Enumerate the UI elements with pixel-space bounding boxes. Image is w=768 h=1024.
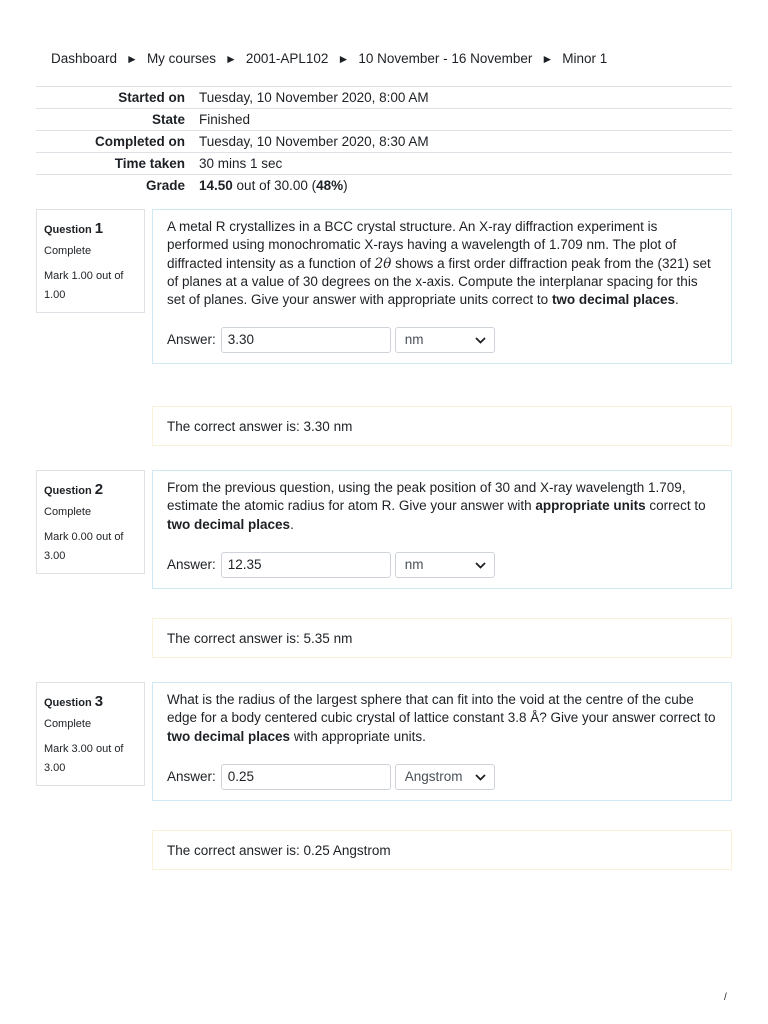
answer-label: Answer: bbox=[167, 768, 216, 784]
question-mark: Mark 0.00 out of 3.00 bbox=[44, 531, 124, 563]
answer-row bbox=[167, 327, 717, 353]
summary-row-state bbox=[36, 109, 732, 131]
breadcrumb-my-courses[interactable]: My courses bbox=[146, 51, 216, 66]
answer-input[interactable]: 0.25 bbox=[221, 764, 391, 790]
question-mark: Mark 1.00 out of 1.00 bbox=[44, 270, 124, 302]
unit-select-value: Angstrom bbox=[404, 768, 463, 784]
answer-input[interactable]: 12.35 bbox=[221, 552, 391, 578]
summary-row-time bbox=[36, 153, 732, 175]
triangle-right-icon: ► bbox=[126, 52, 138, 66]
breadcrumb-course[interactable]: 2001-APL102 bbox=[245, 51, 329, 66]
triangle-right-icon: ► bbox=[224, 52, 237, 66]
grade-close: ) bbox=[343, 178, 348, 193]
question-text: From the previous question, using the peak position of 30 and X-ray wavelength 1.709, estimate the atomic radius for atom R. Give your answer with appropriate units correct to two decimal places. bbox=[167, 480, 706, 532]
chevron-down-icon bbox=[475, 768, 486, 786]
answer-input[interactable]: 3.30 bbox=[221, 327, 391, 353]
question-status: Complete bbox=[44, 244, 92, 257]
time-taken-label: Time taken bbox=[114, 156, 185, 171]
state-value: Finished bbox=[199, 112, 251, 127]
question-2-feedback bbox=[152, 618, 732, 658]
question-1-info bbox=[36, 209, 145, 313]
page-footer-marker: / bbox=[724, 992, 727, 1003]
answer-row bbox=[167, 552, 717, 578]
question-3-feedback bbox=[152, 830, 732, 870]
summary-row-started bbox=[36, 87, 732, 109]
question-text: What is the radius of the largest sphere that can fit into the void at the centre of the cube edge for a body centered cubic crystal of lattice constant 3.8 Å? Give your answer correct to two decimal places with appropriate units. bbox=[167, 692, 716, 744]
state-label: State bbox=[151, 112, 185, 127]
unit-select[interactable] bbox=[395, 327, 495, 353]
question-2-content bbox=[152, 470, 732, 589]
question-3-content bbox=[152, 682, 732, 801]
unit-select[interactable] bbox=[395, 552, 495, 578]
grade-label: Grade bbox=[145, 178, 185, 193]
question-2-info bbox=[36, 470, 145, 574]
summary-row-grade bbox=[36, 175, 732, 197]
answer-label: Answer: bbox=[167, 556, 216, 572]
question-number: Question 1 bbox=[44, 220, 104, 237]
attempt-summary-table bbox=[36, 86, 732, 196]
question-status: Complete bbox=[44, 505, 92, 518]
started-on-value: Tuesday, 10 November 2020, 8:00 AM bbox=[199, 90, 429, 105]
started-on-label: Started on bbox=[118, 90, 185, 105]
answer-label: Answer: bbox=[167, 332, 216, 348]
question-mark: Mark 3.00 out of 3.00 bbox=[44, 743, 124, 775]
breadcrumb-quiz[interactable]: Minor 1 bbox=[562, 51, 608, 66]
question-3-info bbox=[36, 682, 145, 786]
question-1-feedback bbox=[152, 406, 732, 446]
breadcrumb-week[interactable]: 10 November - 16 November bbox=[358, 51, 533, 66]
question-number: Question 2 bbox=[44, 481, 104, 498]
unit-select-value: nm bbox=[404, 332, 424, 348]
completed-on-label: Completed on bbox=[95, 134, 185, 149]
grade-value bbox=[199, 175, 732, 197]
question-status: Complete bbox=[44, 717, 92, 730]
answer-row bbox=[167, 764, 717, 790]
breadcrumb bbox=[51, 51, 607, 66]
completed-on-value: Tuesday, 10 November 2020, 8:30 AM bbox=[199, 134, 429, 149]
chevron-down-icon bbox=[475, 556, 486, 574]
summary-row-completed bbox=[36, 131, 732, 153]
grade-score: 14.50 bbox=[199, 178, 233, 193]
time-taken-value: 30 mins 1 sec bbox=[199, 156, 283, 171]
chevron-down-icon bbox=[475, 331, 486, 349]
math-expression: 2θ bbox=[374, 255, 392, 272]
correct-answer-text: The correct answer is: 5.35 nm bbox=[167, 630, 353, 646]
grade-out-of: out of 30.00 ( bbox=[232, 178, 317, 193]
correct-answer-text: The correct answer is: 0.25 Angstrom bbox=[167, 842, 391, 858]
question-text: A metal R crystallizes in a BCC crystal structure. An X-ray diffraction experiment is performed using monochromatic X-rays having a wavelength of 1.709 nm. The plot of diffracted intensity as a function of 2θ shows a first order diffraction peak from the (321) set of planes at a value of 30 degrees on the x-axis. Compute the interplanar spacing for this set of planes. Give your answer with appropriate units correct to two decimal places. bbox=[167, 219, 711, 308]
unit-select-value: nm bbox=[404, 556, 424, 572]
triangle-right-icon: ► bbox=[337, 52, 350, 66]
correct-answer-text: The correct answer is: 3.30 nm bbox=[167, 418, 353, 434]
unit-select[interactable] bbox=[395, 764, 495, 790]
breadcrumb-dashboard[interactable]: Dashboard bbox=[51, 51, 118, 66]
question-number: Question 3 bbox=[44, 693, 104, 710]
question-1-content bbox=[152, 209, 732, 364]
triangle-right-icon: ► bbox=[541, 52, 554, 66]
grade-percent: 48% bbox=[316, 178, 344, 193]
